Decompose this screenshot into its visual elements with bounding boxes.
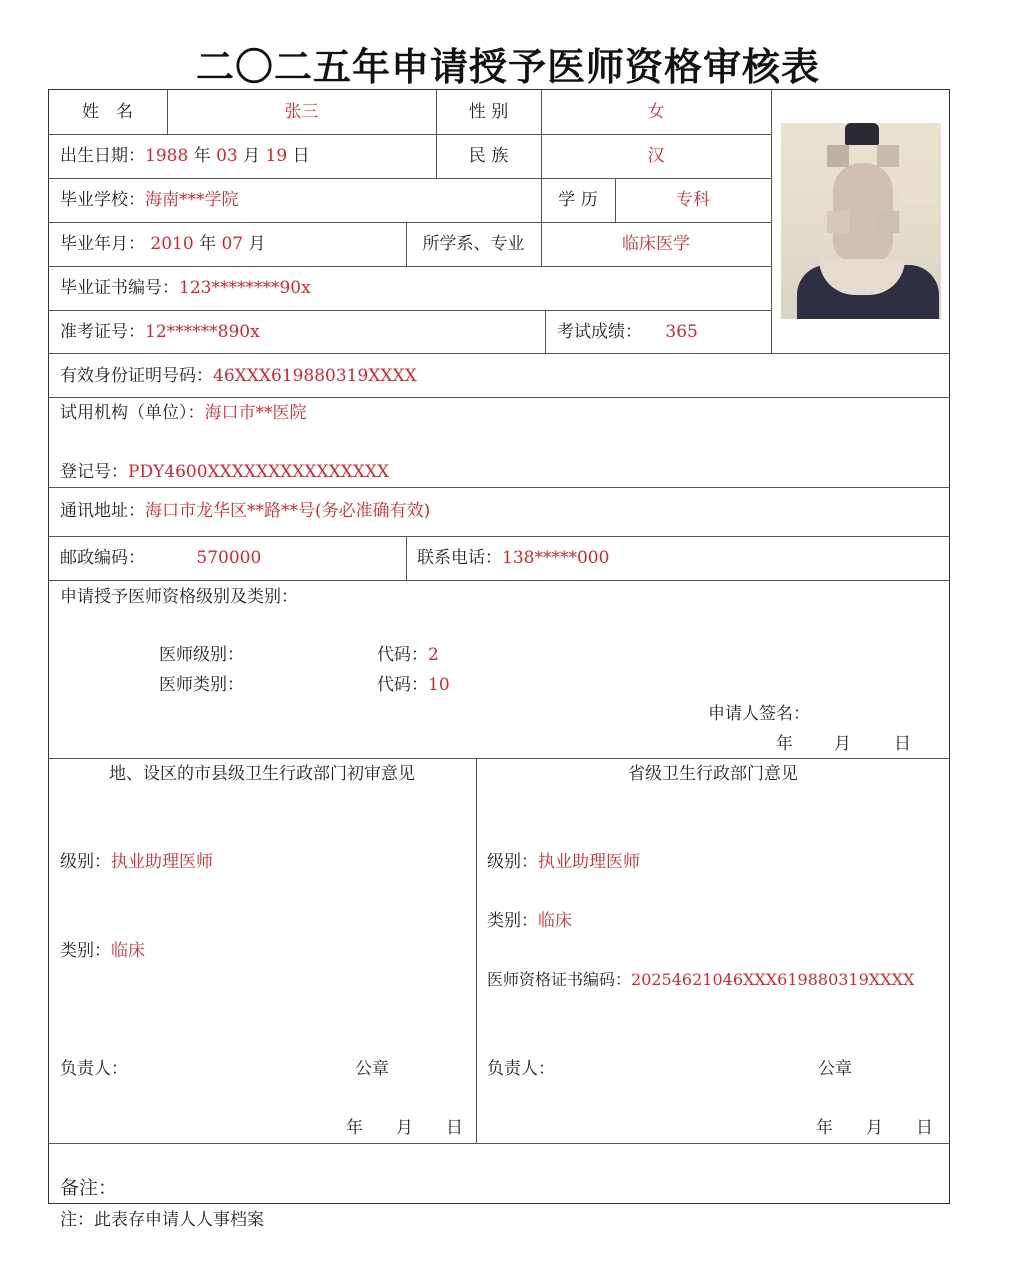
phone-field xyxy=(417,548,609,568)
education-label: 学 历 xyxy=(558,190,598,210)
province-level-label: 级别： xyxy=(487,852,538,872)
city-level-value: 执业助理医师 xyxy=(111,852,213,872)
city-review-heading: 地、设区的市县级卫生行政部门初审意见 xyxy=(109,764,415,784)
city-seal-label: 公章 xyxy=(355,1059,389,1079)
province-cert-label: 医师资格证书编码： xyxy=(487,970,632,989)
birth-month-unit: 月 xyxy=(243,146,261,166)
ethnicity-value: 汉 xyxy=(647,146,665,166)
apply-level-code-label: 代码： xyxy=(377,645,428,665)
birth-year: 1988 xyxy=(145,146,189,166)
grad-month: 07 xyxy=(221,234,244,254)
row-divider xyxy=(48,134,771,135)
apply-type-code-label: 代码： xyxy=(377,675,428,695)
province-cert-field xyxy=(487,970,914,990)
photo-pixel-block xyxy=(827,211,849,233)
province-date-month: 月 xyxy=(866,1118,883,1138)
address-field xyxy=(60,501,430,521)
apply-date-year: 年 xyxy=(776,734,793,754)
exam-no-value: 12******890x xyxy=(145,322,260,342)
diploma-value: 123********90x xyxy=(179,278,311,298)
phone-value: 138*****000 xyxy=(502,548,610,568)
row-divider xyxy=(48,178,771,179)
province-person-label: 负责人： xyxy=(487,1059,555,1079)
province-date-year: 年 xyxy=(816,1118,833,1138)
row-divider xyxy=(48,266,771,267)
page-title: 二〇二五年申请授予医师资格审核表 xyxy=(195,45,820,89)
trial-org-value: 海口市**医院 xyxy=(204,403,307,423)
col-divider xyxy=(771,89,772,353)
trial-org-label: 试用机构（单位）： xyxy=(60,403,205,423)
row-divider xyxy=(48,222,771,223)
apply-level-code-value: 2 xyxy=(428,645,439,665)
row-divider xyxy=(48,353,950,354)
province-type-value: 临床 xyxy=(538,911,572,931)
row-divider xyxy=(48,536,950,537)
school-field xyxy=(60,190,239,210)
apply-heading: 申请授予医师资格级别及类别： xyxy=(60,587,298,607)
photo-pixel-block xyxy=(877,145,899,167)
applicant-signature-label: 申请人签名： xyxy=(708,704,810,724)
id-label: 有效身份证明号码： xyxy=(60,366,213,386)
col-divider xyxy=(545,310,546,353)
birth-day-unit: 日 xyxy=(292,146,310,166)
ethnicity-label: 民 族 xyxy=(468,146,509,166)
photo-hair xyxy=(845,123,879,145)
remarks-label: 备注： xyxy=(60,1177,118,1199)
phone-label: 联系电话： xyxy=(417,548,502,568)
diploma-field xyxy=(60,278,311,298)
major-label: 所学系、专业 xyxy=(422,234,525,254)
birth-label: 出生日期： xyxy=(60,146,145,166)
city-type-field xyxy=(60,941,145,961)
gender-label: 性 别 xyxy=(468,102,509,122)
province-cert-value: 20254621046XXX619880319XXXX xyxy=(631,970,915,989)
birth-day: 19 xyxy=(265,146,288,166)
postcode-value: 570000 xyxy=(196,548,262,568)
province-date-day: 日 xyxy=(916,1118,933,1138)
apply-date-month: 月 xyxy=(834,734,851,754)
city-type-value: 临床 xyxy=(111,941,145,961)
province-seal-label: 公章 xyxy=(818,1059,852,1079)
photo-pixel-block xyxy=(877,211,899,233)
major-value: 临床医学 xyxy=(622,234,690,254)
footnote: 注：此表存申请人人事档案 xyxy=(60,1210,264,1230)
row-divider xyxy=(48,310,771,311)
col-divider xyxy=(406,536,407,580)
province-type-label: 类别： xyxy=(487,911,538,931)
birth-month: 03 xyxy=(216,146,238,166)
birth-field xyxy=(60,146,310,166)
grad-date-label: 毕业年月： xyxy=(60,234,145,254)
row-divider xyxy=(48,487,950,488)
photo-pixel-block xyxy=(827,145,849,167)
address-label: 通讯地址： xyxy=(60,501,145,521)
city-date-year: 年 xyxy=(346,1118,363,1138)
trial-org-field xyxy=(60,403,307,423)
city-date-day: 日 xyxy=(446,1118,463,1138)
score-label: 考试成绩： xyxy=(557,322,642,342)
row-divider xyxy=(48,758,950,759)
name-label: 姓 名 xyxy=(82,102,133,122)
birth-year-unit: 年 xyxy=(193,146,211,166)
registration-value: PDY4600XXXXXXXXXXXXXXX xyxy=(128,462,390,482)
registration-label: 登记号： xyxy=(60,462,128,482)
grad-year: 2010 xyxy=(150,234,194,254)
name-value: 张三 xyxy=(284,102,319,122)
registration-field xyxy=(60,462,389,482)
postcode-label: 邮政编码： xyxy=(60,548,145,568)
row-divider xyxy=(48,1143,950,1144)
apply-date-day: 日 xyxy=(894,734,911,754)
apply-type-code xyxy=(377,675,450,695)
province-level-field xyxy=(487,852,640,872)
province-review-heading: 省级卫生行政部门意见 xyxy=(628,764,798,784)
id-value: 46XXX619880319XXXX xyxy=(213,366,417,386)
id-field xyxy=(60,366,417,386)
city-person-label: 负责人： xyxy=(60,1059,128,1079)
row-divider xyxy=(48,580,950,581)
exam-no-field xyxy=(60,322,260,342)
row-divider xyxy=(48,397,950,398)
school-value: 海南***学院 xyxy=(145,190,239,210)
col-divider xyxy=(476,758,477,1143)
photo-background-patch xyxy=(901,163,941,203)
grad-month-unit: 月 xyxy=(248,234,266,254)
address-value: 海口市龙华区**路**号(务必准确有效) xyxy=(145,501,431,521)
gender-value: 女 xyxy=(647,102,665,122)
city-type-label: 类别： xyxy=(60,941,111,961)
score-value: 365 xyxy=(665,322,698,342)
school-label: 毕业学校： xyxy=(60,190,145,210)
diploma-label: 毕业证书编号： xyxy=(60,278,179,298)
apply-type-code-value: 10 xyxy=(428,675,450,695)
province-level-value: 执业助理医师 xyxy=(538,852,640,872)
exam-no-label: 准考证号： xyxy=(60,322,145,342)
education-value: 专科 xyxy=(676,190,710,210)
city-level-field xyxy=(60,852,213,872)
postcode-field xyxy=(60,548,261,568)
applicant-photo xyxy=(781,123,941,319)
apply-level-label: 医师级别： xyxy=(159,645,244,665)
grad-date-field xyxy=(60,234,266,254)
grad-year-unit: 年 xyxy=(199,234,217,254)
score-field xyxy=(557,322,698,342)
province-type-field xyxy=(487,911,572,931)
city-date-month: 月 xyxy=(396,1118,413,1138)
apply-level-code xyxy=(377,645,439,665)
apply-type-label: 医师类别： xyxy=(159,675,244,695)
city-level-label: 级别： xyxy=(60,852,111,872)
